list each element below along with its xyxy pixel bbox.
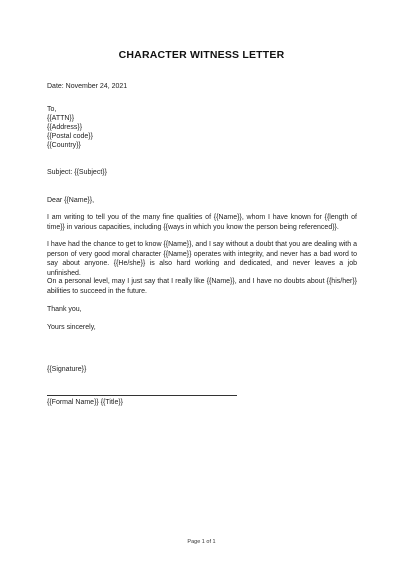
thanks-line: Thank you, <box>47 306 82 313</box>
paragraph-1: I am writing to tell you of the many fine qualities of {{Name}}, whom I have known for {{length of time}} in various capacities, including {{ways in which you know the person being referenced}}. <box>47 214 357 231</box>
recipient-address: {{Address}} <box>47 124 83 131</box>
page-footer: Page 1 of 1 <box>187 539 216 545</box>
salutation: Dear {{Name}}, <box>47 197 95 204</box>
subject-line: Subject: {{Subject}} <box>47 169 107 176</box>
signature-placeholder: {{Signature}} <box>47 366 87 373</box>
formal-name-title: {{Formal Name}} {{Title}} <box>47 399 124 406</box>
recipient-postal-code: {{Postal code}} <box>47 133 93 140</box>
recipient-attn: {{ATTN}} <box>47 115 75 122</box>
letter-title: CHARACTER WITNESS LETTER <box>118 49 285 61</box>
date-line: Date: November 24, 2021 <box>47 83 128 90</box>
recipient-country: {{Country}} <box>47 142 81 149</box>
paragraph-2: I have had the chance to get to know {{Name}}, and I say without a doubt that you are dealing with a person of very good moral character {{Name}} operates with integrity, and never has a bad word to say about anyone. {{He/she}} is also hard working and dedicated, and never leaves a job unfinished. <box>47 241 357 277</box>
signature-line <box>47 395 237 396</box>
recipient-to: To, <box>47 106 57 113</box>
closing-line: Yours sincerely, <box>47 324 96 331</box>
paragraph-3: On a personal level, may I just say that I really like {{Name}}, and I have no doubts about {{his/her}} abilities to succeed in the future. <box>47 278 357 295</box>
